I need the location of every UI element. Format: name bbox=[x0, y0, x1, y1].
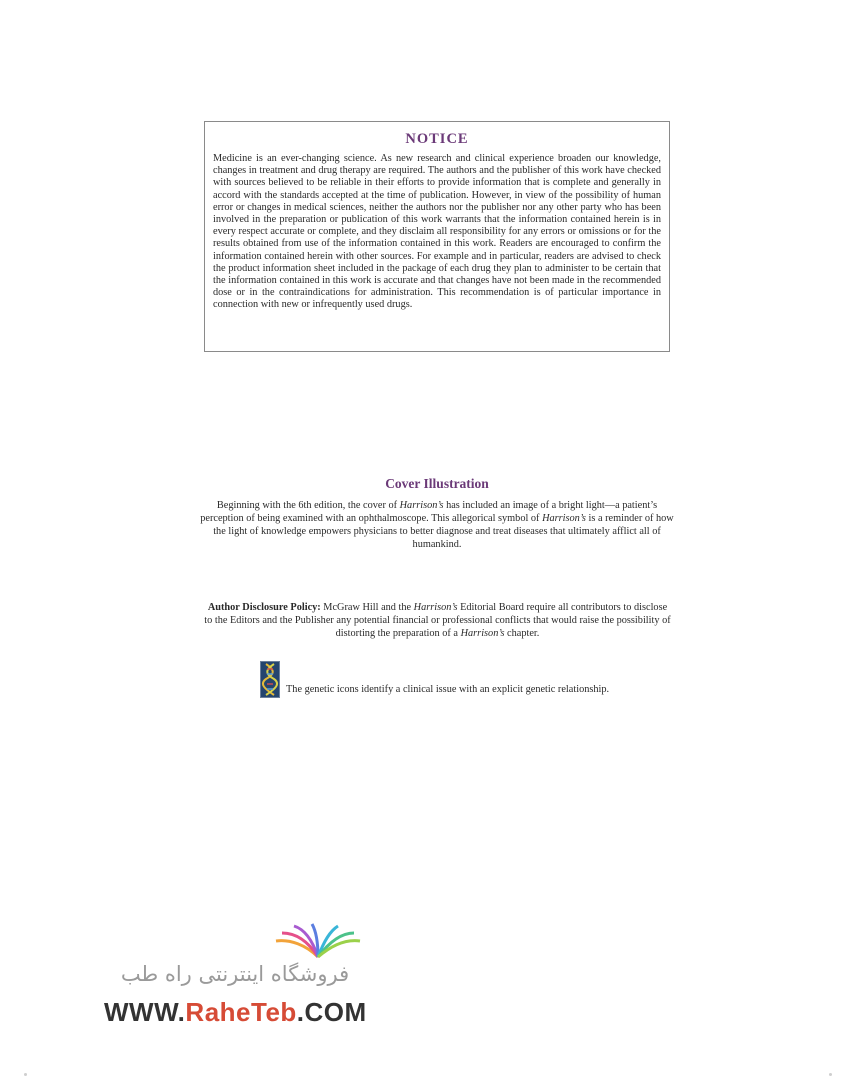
author-disclosure-policy: Author Disclosure Policy: McGraw Hill and the Harrison’s Editorial Board require all contributors to disclose to the Editors and the Publisher any potential financial or professional conflicts that would raise the possibility of distorting the preparation of a Harrison’s chapter. bbox=[204, 602, 671, 640]
watermark-url: WWW.RaheTeb.COM bbox=[104, 997, 367, 1027]
page-corner-mark bbox=[829, 1073, 832, 1076]
notice-box bbox=[204, 121, 670, 352]
notice-title: NOTICE bbox=[405, 131, 469, 147]
page-corner-mark bbox=[24, 1073, 27, 1076]
watermark-persian-text: فروشگاه اینترنتی راه طب bbox=[120, 962, 350, 986]
cover-illustration-text: Beginning with the 6th edition, the cover of Harrison’s has included an image of a bright light—a patient’s perception of being examined with an ophthalmoscope. This allegorical symbol of Harrison’s is a reminder of how the light of knowledge empowers physicians to better diagnose and treat diseases that ultimately afflict all of humankind. bbox=[200, 500, 674, 550]
genetic-caption: The genetic icons identify a clinical issue with an explicit genetic relationship. bbox=[286, 684, 610, 695]
book-logo-icon bbox=[272, 923, 364, 964]
genetic-icon-legend bbox=[260, 661, 609, 698]
dna-icon bbox=[260, 661, 280, 698]
notice-body: Medicine is an ever-changing science. As new research and clinical experience broaden our knowledge, changes in treatment and drug therapy are required. The authors and the publisher of this work have checked with sources believed to be reliable in their efforts to provide information that is complete and generally in accord with the standards accepted at the time of publication. However, in view of the possibility of human error or changes in medical sciences, neither the authors nor the publisher nor any other party who has been involved in the preparation or publication of this work warrants that the information contained herein is in every respect accurate or complete, and they disclaim all responsibility for any errors or omissions or for the results obtained from use of the information contained in this work. Readers are encouraged to confirm the information contained herein with other sources. For example and in particular, readers are advised to check the product information sheet included in the package of each drug they plan to administer to be certain that the information contained in this work is accurate and that changes have not been made in the recommended dose or in the contraindications for administration. This recommendation is of particular importance in connection with new or infrequently used drugs. bbox=[213, 153, 661, 311]
disclosure-lead: Author Disclosure Policy: bbox=[207, 602, 321, 613]
cover-illustration-title: Cover Illustration bbox=[385, 476, 489, 491]
